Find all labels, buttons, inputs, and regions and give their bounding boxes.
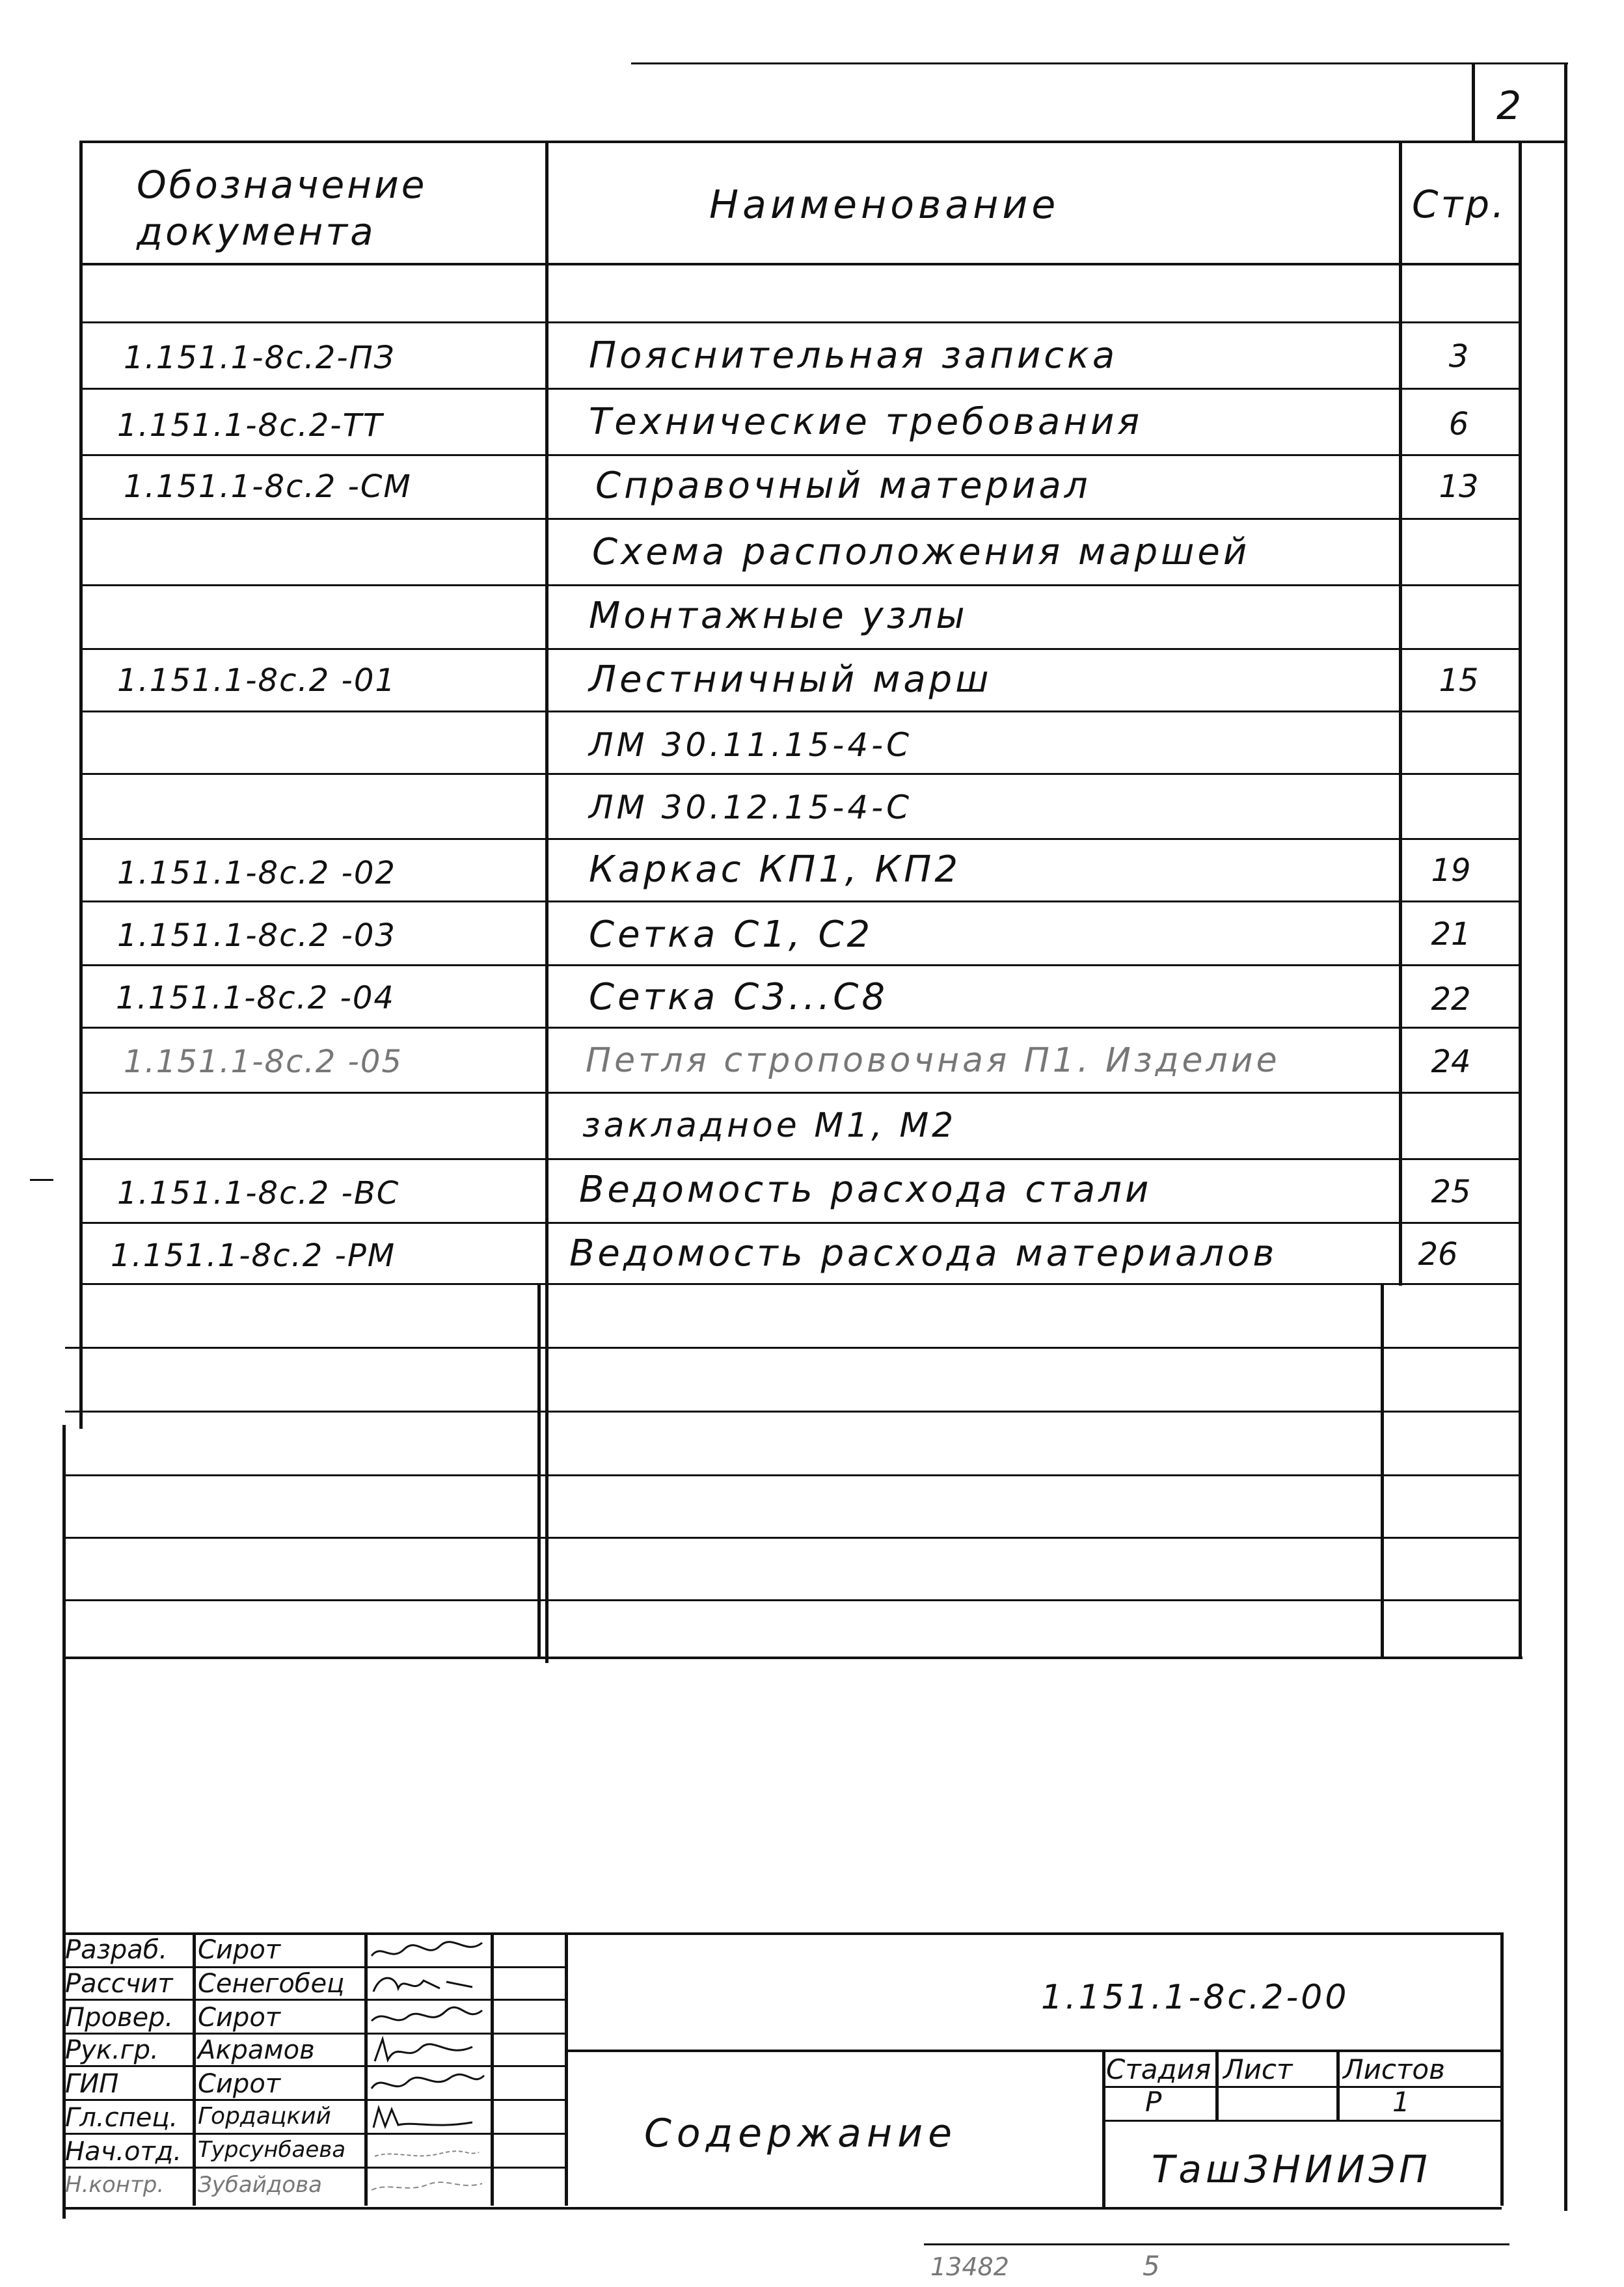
row-1-name: Пояснительная записка — [589, 334, 1118, 377]
row-7-name: ЛМ 30.11.15-4-С — [589, 726, 913, 764]
row-2-designation: 1.151.1-8с.2-ТТ — [117, 407, 384, 444]
stamp-person: Сирот — [198, 2003, 281, 2033]
table-col-divider-1-lower — [537, 1283, 541, 1659]
stamp-role: Нач.отд. — [65, 2137, 182, 2167]
stamp-row-line — [62, 2167, 565, 2169]
table-right-border — [1519, 141, 1522, 1657]
row-line — [81, 900, 1520, 902]
table-left-border — [79, 141, 83, 1429]
stamp-role: Рассчит — [65, 1969, 173, 1999]
row-line — [65, 1411, 1520, 1413]
row-line — [81, 1158, 1520, 1160]
signature-mark — [368, 2035, 485, 2065]
row-line — [81, 1092, 1520, 1094]
stamp-col-person-end — [364, 1932, 368, 2206]
row-4-name: Схема расположения маршей — [592, 531, 1251, 573]
stamp-stage-row-line — [1102, 2086, 1502, 2088]
stamp-row-line — [62, 2099, 565, 2101]
signature-mark — [368, 2137, 485, 2167]
stamp-sheets-label: Листов — [1343, 2053, 1445, 2085]
header-page: Стр. — [1412, 182, 1507, 226]
row-6-name: Лестничный марш — [589, 658, 992, 701]
row-2-name: Технические требования — [589, 401, 1143, 443]
row-6-designation: 1.151.1-8с.2 -01 — [117, 662, 396, 699]
stamp-sheet-label: Лист — [1223, 2053, 1293, 2085]
header-name: Наименование — [709, 182, 1060, 228]
row-line — [65, 1537, 1520, 1539]
signature-mark — [368, 2069, 485, 2099]
stamp-role: ГИП — [65, 2069, 119, 2099]
stamp-right-border — [1500, 1932, 1504, 2206]
stamp-stage-col-2 — [1336, 2050, 1340, 2120]
row-line — [65, 1599, 1520, 1601]
footer-line — [924, 2243, 1509, 2245]
row-line — [81, 838, 1520, 840]
row-line — [81, 584, 1520, 586]
frame-right-outer — [1564, 64, 1567, 2211]
row-line — [81, 1283, 1520, 1285]
row-10-designation: 1.151.1-8с.2 -03 — [117, 917, 396, 954]
table-top-border — [81, 141, 1565, 143]
footer-format-mark: 5 — [1143, 2250, 1160, 2282]
row-12-name: Петля строповочная П1. Изделие — [586, 1041, 1280, 1080]
stamp-sheets-value: 1 — [1392, 2086, 1410, 2118]
row-3-name: Справочный материал — [595, 465, 1091, 507]
row-11-designation: 1.151.1-8с.2 -04 — [116, 980, 395, 1016]
stamp-col-date-end — [565, 1932, 568, 2206]
row-13-name: закладное М1, М2 — [582, 1106, 957, 1145]
table-col-divider-2 — [1399, 141, 1402, 1286]
signature-mark — [368, 1969, 485, 1999]
sheet-number-box-left — [1472, 64, 1475, 143]
empty-row-bottom — [81, 321, 1520, 323]
stamp-person: Сирот — [198, 1935, 281, 1965]
stamp-role: Рук.гр. — [65, 2035, 159, 2065]
row-6-page: 15 — [1439, 662, 1479, 699]
row-line — [65, 1474, 1520, 1476]
stamp-row-line — [62, 1966, 565, 1968]
row-line — [81, 388, 1520, 390]
stamp-row-line — [62, 2065, 565, 2067]
stamp-role: Разраб. — [65, 1935, 168, 1965]
signature-mark — [368, 2103, 485, 2133]
stamp-stage-row-line-2 — [1102, 2120, 1502, 2122]
row-line — [81, 1222, 1520, 1224]
stamp-document-code: 1.151.1-8с.2-00 — [1041, 1978, 1349, 2017]
footer-inventory-number: 13482 — [930, 2253, 1009, 2281]
row-1-page: 3 — [1448, 338, 1469, 375]
row-1-designation: 1.151.1-8с.2-ПЗ — [124, 340, 396, 376]
table-col-divider-2-lower — [1381, 1283, 1384, 1659]
row-14-page: 25 — [1431, 1174, 1471, 1210]
stamp-col-role-end — [193, 1932, 196, 2206]
row-9-designation: 1.151.1-8с.2 -02 — [117, 855, 396, 891]
stamp-role: Н.контр. — [65, 2172, 165, 2198]
table-bottom-border — [65, 1657, 1522, 1659]
stamp-person: Гордацкий — [198, 2103, 331, 2130]
row-14-designation: 1.151.1-8с.2 -ВС — [117, 1175, 400, 1211]
row-12-designation: 1.151.1-8с.2 -05 — [124, 1044, 403, 1080]
row-line — [65, 1347, 1520, 1349]
stamp-title-divider — [1102, 2050, 1105, 2207]
row-12-page: 24 — [1431, 1044, 1471, 1080]
stamp-person: Сенегобец — [198, 1969, 345, 1999]
row-line — [81, 648, 1520, 650]
stamp-person: Акрамов — [198, 2035, 315, 2065]
row-8-name: ЛМ 30.12.15-4-С — [589, 789, 913, 826]
stamp-code-divider — [565, 2050, 1502, 2052]
signature-mark — [368, 2171, 485, 2200]
header-designation: Обозначение документа — [137, 163, 427, 254]
stamp-person: Турсунбаева — [198, 2137, 346, 2163]
row-line — [81, 454, 1520, 456]
row-14-name: Ведомость расхода стали — [579, 1169, 1152, 1211]
row-3-designation: 1.151.1-8с.2 -СМ — [124, 468, 412, 505]
stamp-role: Гл.спец. — [65, 2103, 178, 2133]
stamp-role: Провер. — [65, 2003, 174, 2033]
stamp-row-line — [62, 2133, 565, 2135]
row-15-designation: 1.151.1-8с.2 -РМ — [111, 1238, 396, 1274]
row-9-page: 19 — [1431, 852, 1471, 889]
row-15-name: Ведомость расхода материалов — [569, 1232, 1278, 1275]
row-line — [81, 964, 1520, 966]
row-9-name: Каркас КП1, КП2 — [589, 848, 961, 891]
header-bottom-border — [81, 263, 1520, 265]
frame-top-line — [631, 62, 1568, 64]
row-line — [81, 710, 1520, 712]
stamp-col-sign-end — [491, 1932, 494, 2206]
stamp-organization: ТашЗНИИЭП — [1152, 2147, 1431, 2191]
stamp-row-line — [62, 1999, 565, 2001]
stamp-stage-col-1 — [1215, 2050, 1219, 2120]
stamp-row-line — [62, 2033, 565, 2035]
row-11-page: 22 — [1431, 981, 1471, 1018]
stamp-person: Сирот — [198, 2069, 281, 2099]
row-10-page: 21 — [1431, 916, 1471, 953]
row-2-page: 6 — [1448, 406, 1469, 442]
row-10-name: Сетка С1, С2 — [589, 913, 874, 956]
sheet-number: 2 — [1496, 83, 1522, 129]
row-line — [81, 518, 1520, 520]
row-line — [81, 773, 1520, 775]
row-5-name: Монтажные узлы — [589, 595, 968, 637]
margin-tick — [30, 1179, 53, 1181]
signature-mark — [368, 2003, 485, 2033]
row-15-page: 26 — [1418, 1236, 1458, 1273]
row-3-page: 13 — [1439, 468, 1479, 505]
stamp-person: Зубайдова — [198, 2172, 323, 2198]
stamp-title: Содержание — [644, 2111, 958, 2156]
row-11-name: Сетка С3...С8 — [589, 976, 888, 1018]
stamp-stage-label: Стадия — [1106, 2053, 1211, 2085]
stamp-stage-value: Р — [1145, 2086, 1162, 2118]
signature-mark — [368, 1936, 485, 1966]
stamp-bottom-line — [62, 2207, 1502, 2210]
row-line — [81, 1027, 1520, 1029]
